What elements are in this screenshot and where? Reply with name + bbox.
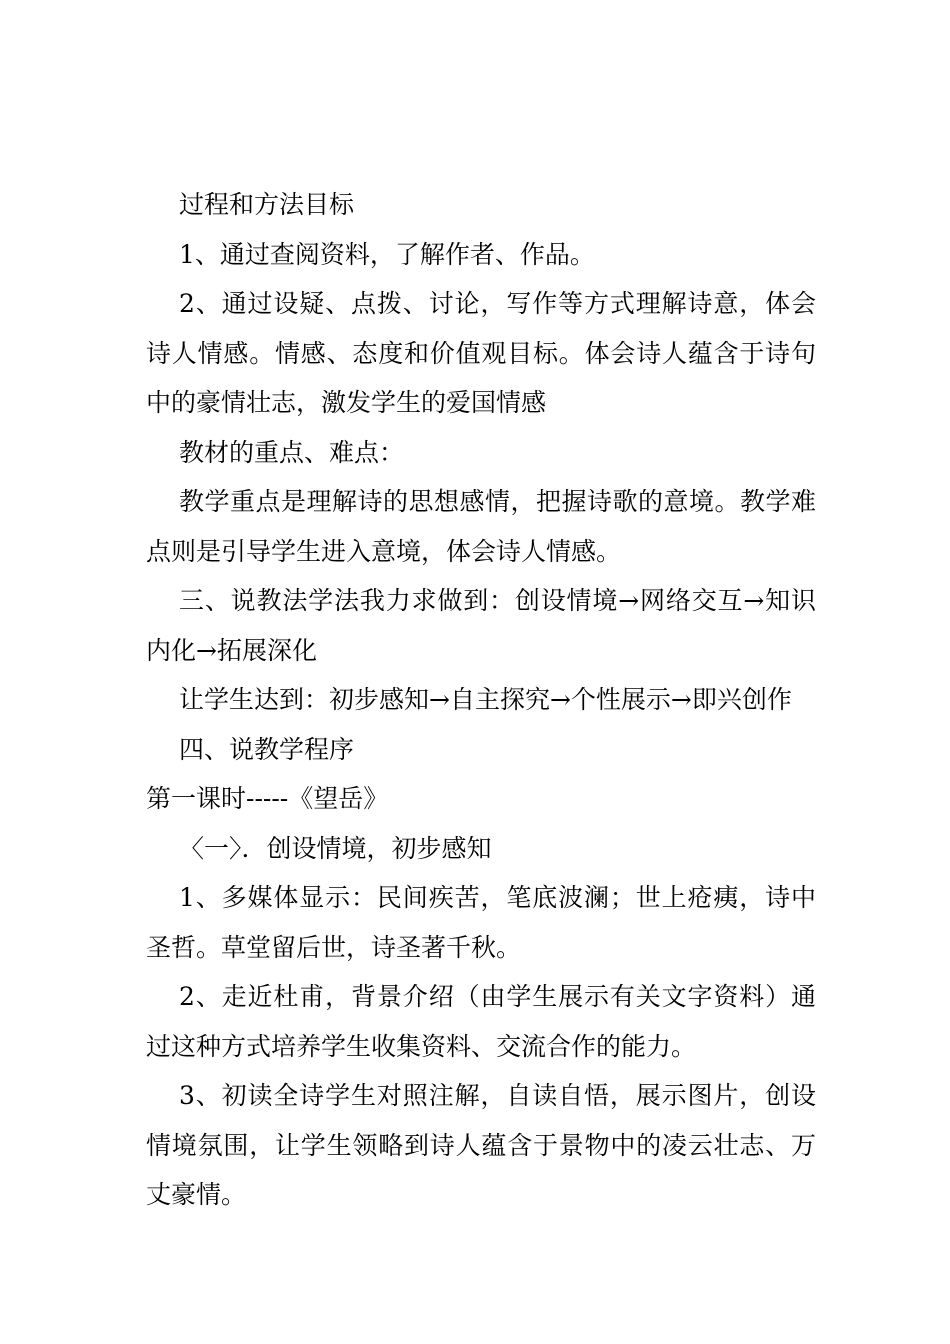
paragraph-lesson-title: 第一课时-----《望岳》: [146, 784, 389, 813]
document-body: [146, 180, 816, 1220]
paragraph-step-2: 2、走近杜甫，背景介绍（由学生展示有关文字资料）通过这种方式培养学生收集资料、交流合作的能力。: [146, 982, 816, 1061]
paragraph-key-points-heading: 教材的重点、难点：: [179, 437, 405, 467]
paragraph-item-1: 1、通过查阅资料，了解作者、作品。: [179, 239, 595, 269]
paragraph-key-points: 教学重点是理解诗的思想感情，把握诗歌的意境。教学难点则是引导学生进入意境，体会诗人情感。: [146, 487, 816, 566]
paragraph-teaching-method: 三、说教法学法我力求做到：创设情境→网络交互→知识内化→拓展深化: [146, 586, 816, 665]
paragraph-process-goal: 过程和方法目标: [179, 190, 355, 219]
paragraph-step-1: 1、多媒体显示：民间疾苦，笔底波澜；世上疮痍，诗中圣哲。草堂留后世，诗圣著千秋。: [146, 883, 816, 962]
paragraph-section-1: 〈一〉．创设情境，初步感知: [179, 833, 492, 863]
paragraph-teaching-procedure: 四、说教学程序: [179, 734, 355, 764]
paragraph-item-2: 2、通过设疑、点拨、讨论，写作等方式理解诗意，体会诗人情感。情感、态度和价值观目标。体会诗人蕴含于诗句中的豪情壮志，激发学生的爱国情感: [146, 289, 816, 417]
paragraph-learning-method: 让学生达到：初步感知→自主探究→个性展示→即兴创作: [179, 685, 792, 714]
paragraph-step-3: 3、初读全诗学生对照注解，自读自悟，展示图片，创设情境氛围，让学生领略到诗人蕴含于景物中的凌云壮志、万丈豪情。: [146, 1081, 816, 1209]
